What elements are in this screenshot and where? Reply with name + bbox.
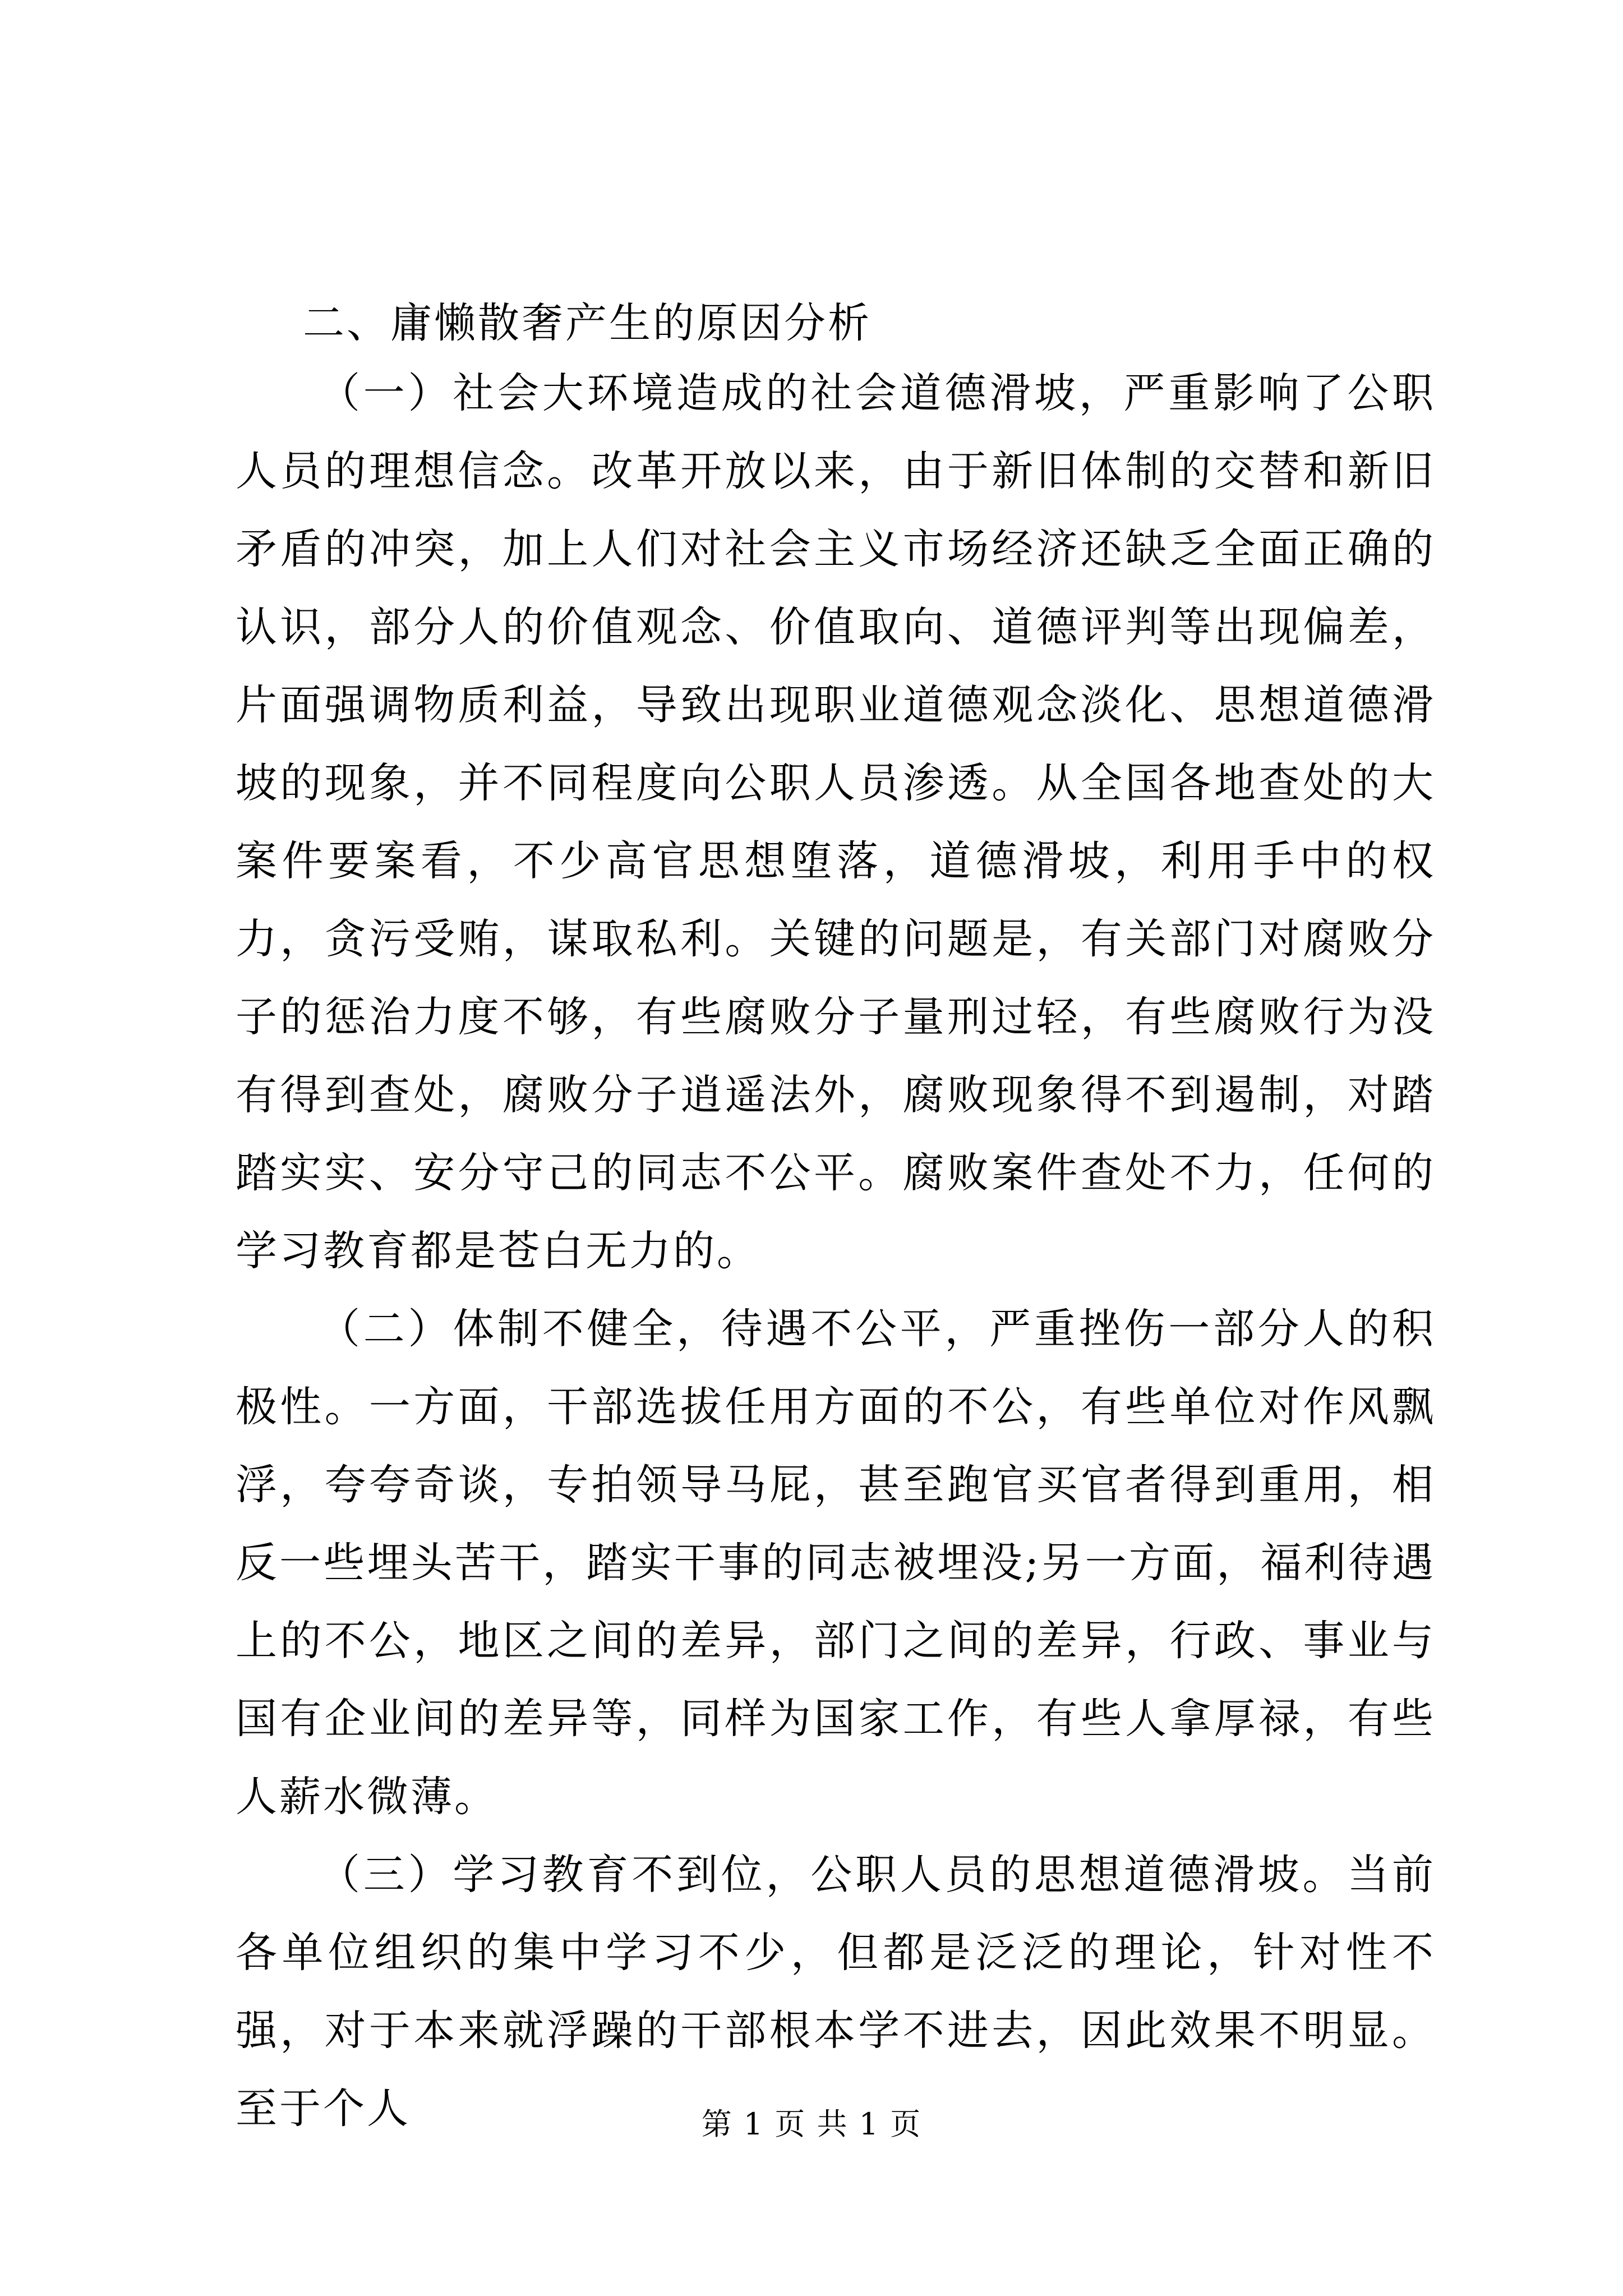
paragraph-2: （二）体制不健全，待遇不公平，严重挫伤一部分人的积极性。一方面，干部选拔任用方面的不公，有些单位对作风飘浮，夸夸奇谈，专拍领导马屁，甚至跑官买官者得到重用，相反一些埋头苦干，踏实干事的同志被埋没;另一方面，福利待遇上的不公，地区之间的差异，部门之间的差异，行政、事业与国有企业间的差异等，同样为国家工作，有些人拿厚禄，有些人薪水微薄。 bbox=[236, 1305, 1436, 1821]
paragraph-1: （一）社会大环境造成的社会道德滑坡，严重影响了公职人员的理想信念。改革开放以来，由于新旧体制的交替和新旧矛盾的冲突，加上人们对社会主义市场经济还缺乏全面正确的认识，部分人的价值观念、价值取向、道德评判等出现偏差，片面强调物质利益，导致出现职业道德观念淡化、思想道德滑坡的现象，并不同程度向公职人员渗透。从全国各地查处的大案件要案看，不少高官思想堕落，道德滑坡，利用手中的权力，贪污受贿，谋取私利。关键的问题是，有关部门对腐败分子的惩治力度不够，有些腐败分子量刑过轻，有些腐败行为没有得到查处，腐败分子逍遥法外，腐败现象得不到遏制，对踏踏实实、安分守己的同志不公平。腐败案件查处不力，任何的学习教育都是苍白无力的。 bbox=[236, 369, 1436, 1275]
paragraph-3: （三）学习教育不到位，公职人员的思想道德滑坡。当前各单位组织的集中学习不少，但都是泛泛的理论，针对性不强，对于本来就浮躁的干部根本学不进去，因此效果不明显。至于个人 bbox=[236, 1851, 1436, 2133]
document-body bbox=[236, 292, 1436, 2148]
page-footer: 第 1 页 共 1 页 bbox=[701, 2106, 922, 2142]
section-heading: 二、庸懒散奢产生的原因分析 bbox=[303, 299, 872, 347]
